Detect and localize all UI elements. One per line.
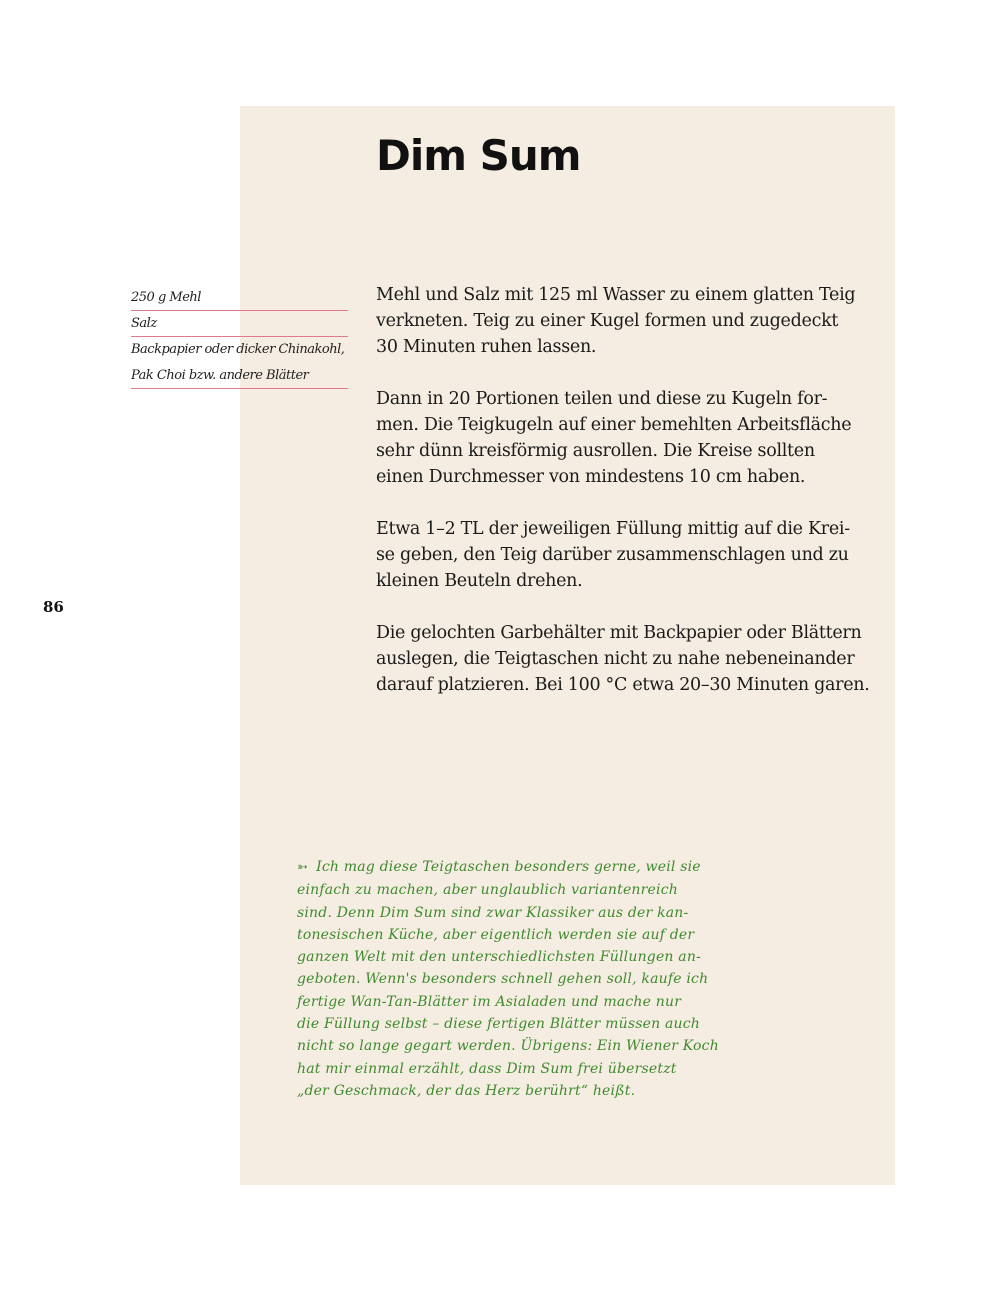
- step-line: darauf platzieren. Bei 100 °C etwa 20–30 Minuten garen.: [376, 675, 870, 695]
- instruction-step-4: [376, 620, 876, 698]
- step-line: men. Die Teigkugeln auf einer bemehlten Arbeitsfläche: [376, 415, 852, 435]
- step-line: 30 Minuten ruhen lassen.: [376, 337, 597, 357]
- instructions: [376, 282, 876, 724]
- arrow-icon: ➳: [297, 860, 309, 875]
- step-line: Etwa 1–2 TL der jeweiligen Füllung mittig auf die Krei-: [376, 519, 850, 539]
- note-line: hat mir einmal erzählt, dass Dim Sum frei übersetzt: [297, 1060, 677, 1077]
- note-line: die Füllung selbst – diese fertigen Blätter müssen auch: [297, 1016, 700, 1033]
- page-number: 86: [43, 598, 64, 616]
- note-line: „der Geschmack, der das Herz berührt“ heißt.: [297, 1082, 636, 1099]
- step-line: verkneten. Teig zu einer Kugel formen und zugedeckt: [376, 311, 839, 331]
- note-line: ganzen Welt mit den unterschiedlichsten Füllungen an-: [297, 949, 701, 966]
- instruction-step-2: [376, 386, 876, 490]
- step-line: auslegen, die Teigtaschen nicht zu nahe nebeneinander: [376, 649, 855, 669]
- step-line: einen Durchmesser von mindestens 10 cm haben.: [376, 467, 806, 487]
- recipe-title: Dim Sum: [376, 131, 581, 180]
- note-line: sind. Denn Dim Sum sind zwar Klassiker aus der kan-: [297, 904, 689, 921]
- ingredient-item: 250 g Mehl: [131, 285, 348, 311]
- instruction-step-3: [376, 516, 876, 594]
- instruction-step-1: [376, 282, 876, 360]
- ingredient-item: Pak Choi bzw. andere Blätter: [131, 363, 348, 389]
- step-line: sehr dünn kreisförmig ausrollen. Die Kreise sollten: [376, 441, 815, 461]
- note-line: nicht so lange gegart werden. Übrigens: Ein Wiener Koch: [297, 1038, 719, 1055]
- step-line: Die gelochten Garbehälter mit Backpapier oder Blättern: [376, 623, 862, 643]
- ingredient-item: Backpapier oder dicker Chinakohl,: [131, 342, 345, 357]
- note-line: fertige Wan-Tan-Blätter im Asialaden und mache nur: [297, 993, 682, 1010]
- step-line: Mehl und Salz mit 125 ml Wasser zu einem glatten Teig: [376, 285, 856, 305]
- note-line-text: Ich mag diese Teigtaschen besonders gerne, weil sie: [316, 859, 701, 875]
- note-line: geboten. Wenn's besonders schnell gehen soll, kaufe ich: [297, 971, 709, 988]
- note-line: einfach zu machen, aber unglaublich variantenreich: [297, 882, 678, 899]
- note-line: [297, 856, 777, 879]
- step-line: se geben, den Teig darüber zusammenschlagen und zu: [376, 545, 849, 565]
- author-note: [297, 856, 777, 1102]
- ingredient-item: Salz: [131, 311, 348, 337]
- note-line: tonesischen Küche, aber eigentlich werden sie auf der: [297, 926, 695, 943]
- step-line: kleinen Beuteln drehen.: [376, 571, 583, 591]
- step-line: Dann in 20 Portionen teilen und diese zu Kugeln for-: [376, 389, 828, 409]
- ingredient-list: [131, 285, 348, 389]
